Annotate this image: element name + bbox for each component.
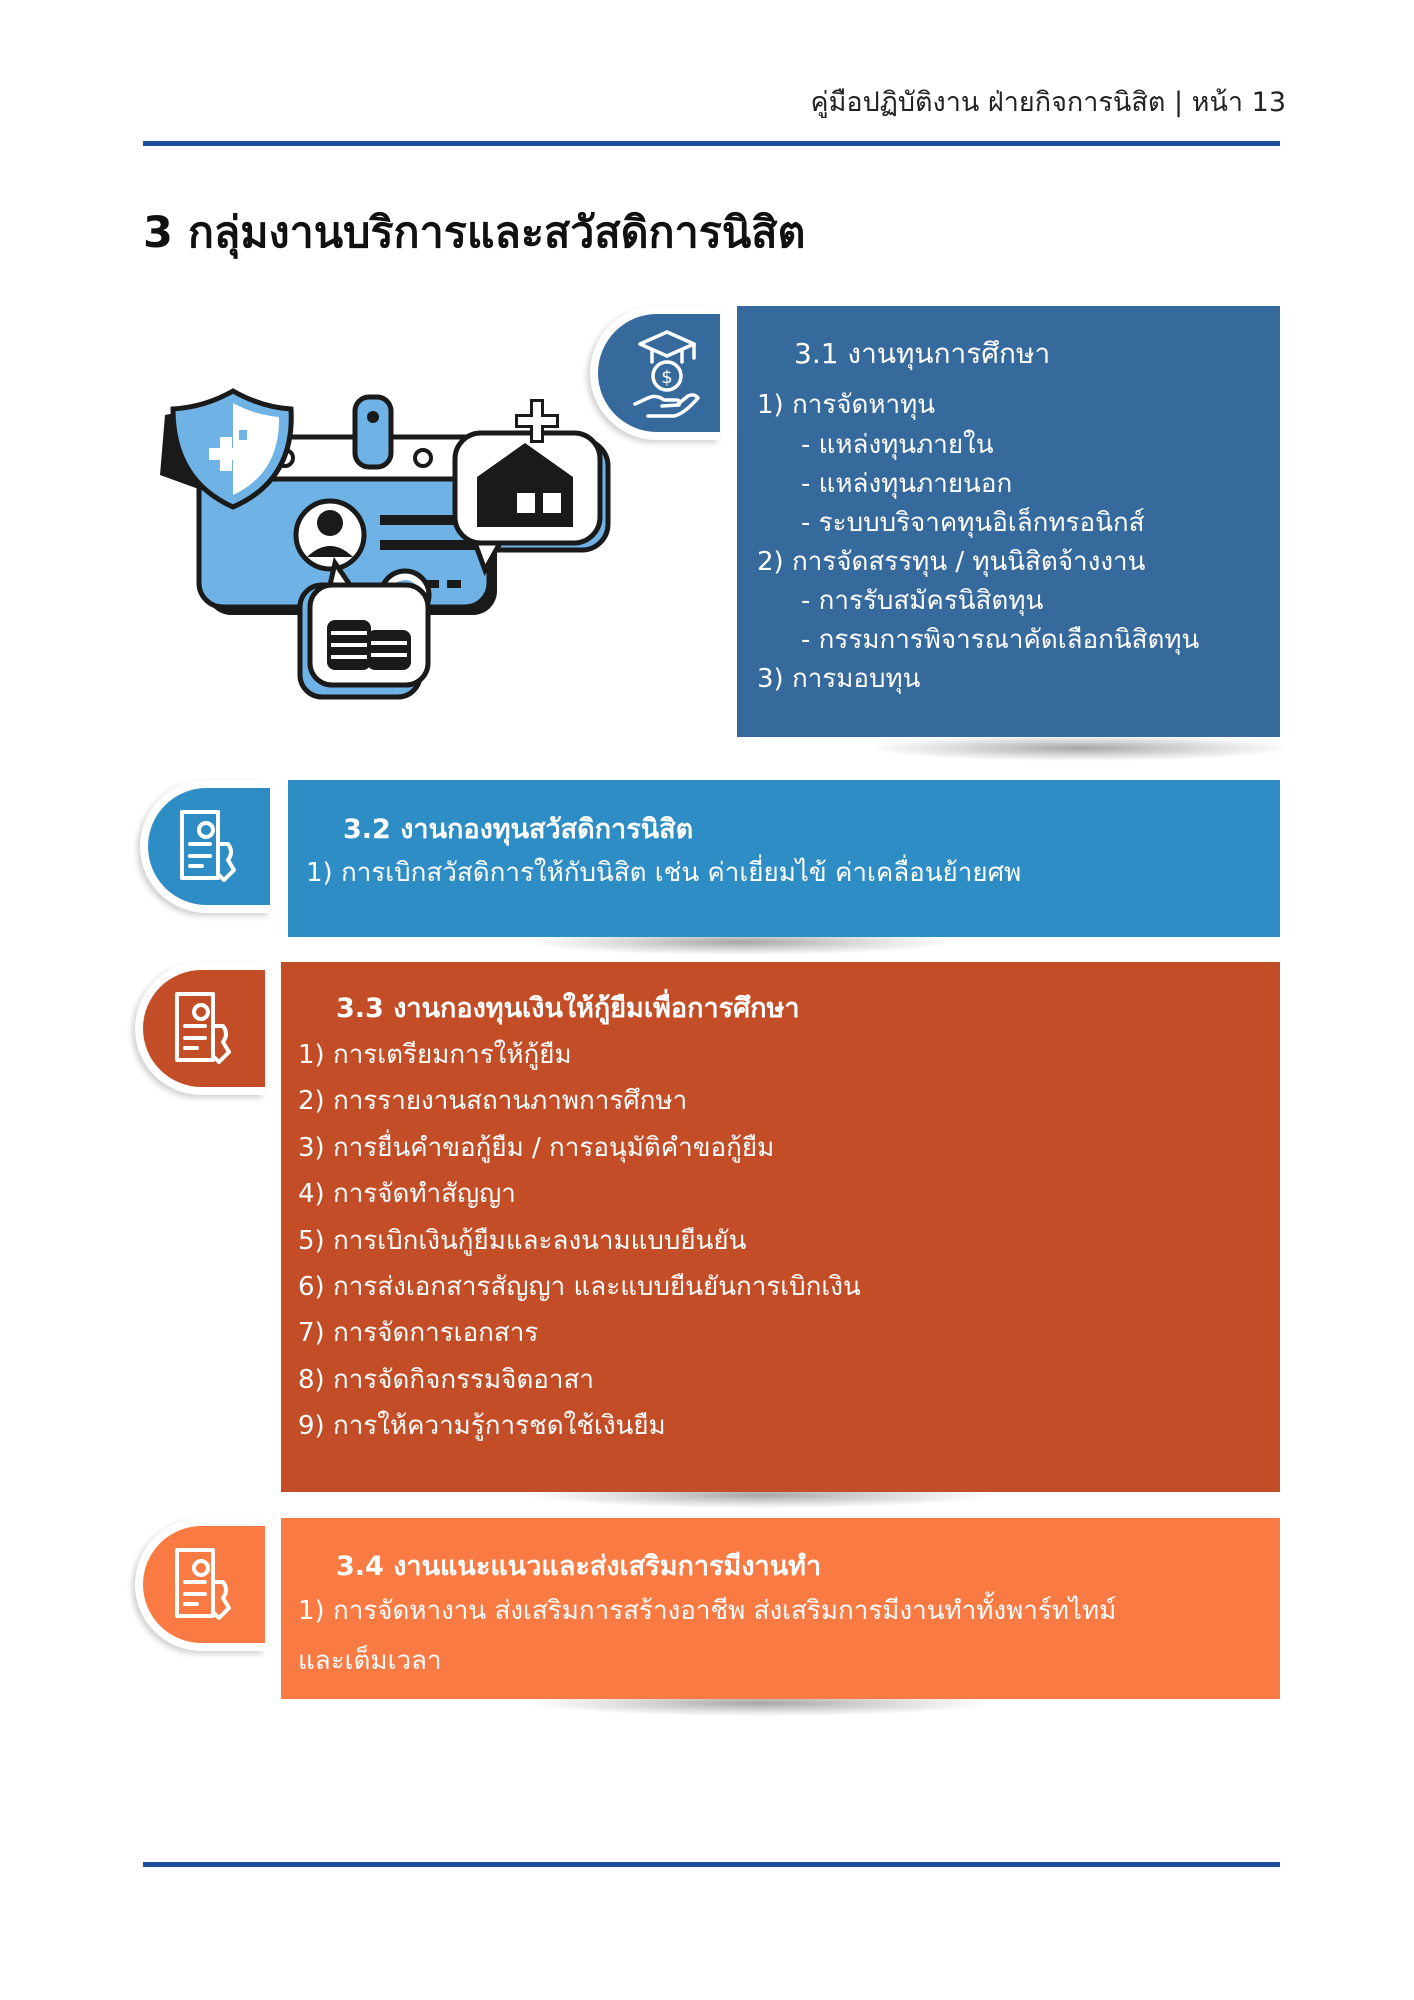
section-3-1-tab [590,306,720,440]
list-item: 3) การยื่นคำขอกู้ยืม / การอนุมัติคำขอกู้ยืม [298,1133,775,1163]
list-item: 1) การเตรียมการให้กู้ยืม [298,1040,572,1070]
section-title: 3.3 งานกองทุนเงินให้กู้ยืมเพื่อการศึกษา [336,993,800,1024]
scholarship-hand-icon [632,326,702,422]
footer-rule [143,1862,1280,1867]
list-item: - การรับสมัครนิสิตทุน [801,586,1044,616]
services-illustration [155,385,615,705]
list-item: 1) การจัดหางาน ส่งเสริมการสร้างอาชีพ ส่งเสริมการมีงานทำทั้งพาร์ทไทม์ [298,1596,1117,1626]
list-item: 4) การจัดทำสัญญา [298,1179,516,1209]
document-receipt-icon [171,1546,237,1622]
list-item: 3) การมอบทุน [757,664,921,694]
list-item: - กรรมการพิจารณาคัดเลือกนิสิตทุน [801,625,1200,655]
section-3-2-tab [140,780,270,913]
list-item: 2) การจัดสรรทุน / ทุนนิสิตจ้างงาน [757,547,1146,577]
list-item: - แหล่งทุนภายใน [801,430,994,460]
document-receipt-icon [176,808,242,884]
list-item: 2) การรายงานสถานภาพการศึกษา [298,1086,688,1116]
section-title: 3.2 งานกองทุนสวัสดิการนิสิต [343,814,694,845]
list-item: 7) การจัดการเอกสาร [298,1318,539,1348]
section-3-3-box [281,962,1280,1492]
section-3-4-tab [135,1518,265,1651]
house-icon [455,399,608,570]
list-item: และเต็มเวลา [298,1646,442,1676]
section-3-2-box [288,780,1280,937]
section-title: 3.4 งานแนะแนวและส่งเสริมการมีงานทำ [336,1551,822,1582]
list-item: 1) การเบิกสวัสดิการให้กับนิสิต เช่น ค่าเยี่ยมไข้ ค่าเคลื่อนย้ายศพ [306,858,1022,888]
section-3-1-box [737,306,1280,737]
box-shadow [870,735,1290,761]
page-header: คู่มือปฏิบัติงาน ฝ่ายกิจการนิสิต | หน้า 13 [810,87,1286,118]
list-item: 5) การเบิกเงินกู้ยืมและลงนามแบบยืนยัน [298,1226,747,1256]
page-title: 3 กลุ่มงานบริการและสวัสดิการนิสิต [143,208,806,258]
list-item: 1) การจัดหาทุน [757,390,936,420]
list-item: 6) การส่งเอกสารสัญญา และแบบยืนยันการเบิกเงิน [298,1272,861,1302]
list-item: - ระบบบริจาคทุนอิเล็กทรอนิกส์ [801,508,1145,538]
list-item: - แหล่งทุนภายนอก [801,469,1013,499]
header-rule [143,141,1280,146]
coin-stack-icon [300,563,428,697]
section-3-3-tab [135,962,265,1095]
section-3-4-box [281,1518,1280,1699]
section-title: 3.1 งานทุนการศึกษา [794,337,1051,370]
list-item: 9) การให้ความรู้การชดใช้เงินยืม [298,1411,666,1441]
list-item: 8) การจัดกิจกรรมจิตอาสา [298,1365,594,1395]
document-receipt-icon [171,990,237,1066]
svg-text:$: $ [661,367,673,388]
